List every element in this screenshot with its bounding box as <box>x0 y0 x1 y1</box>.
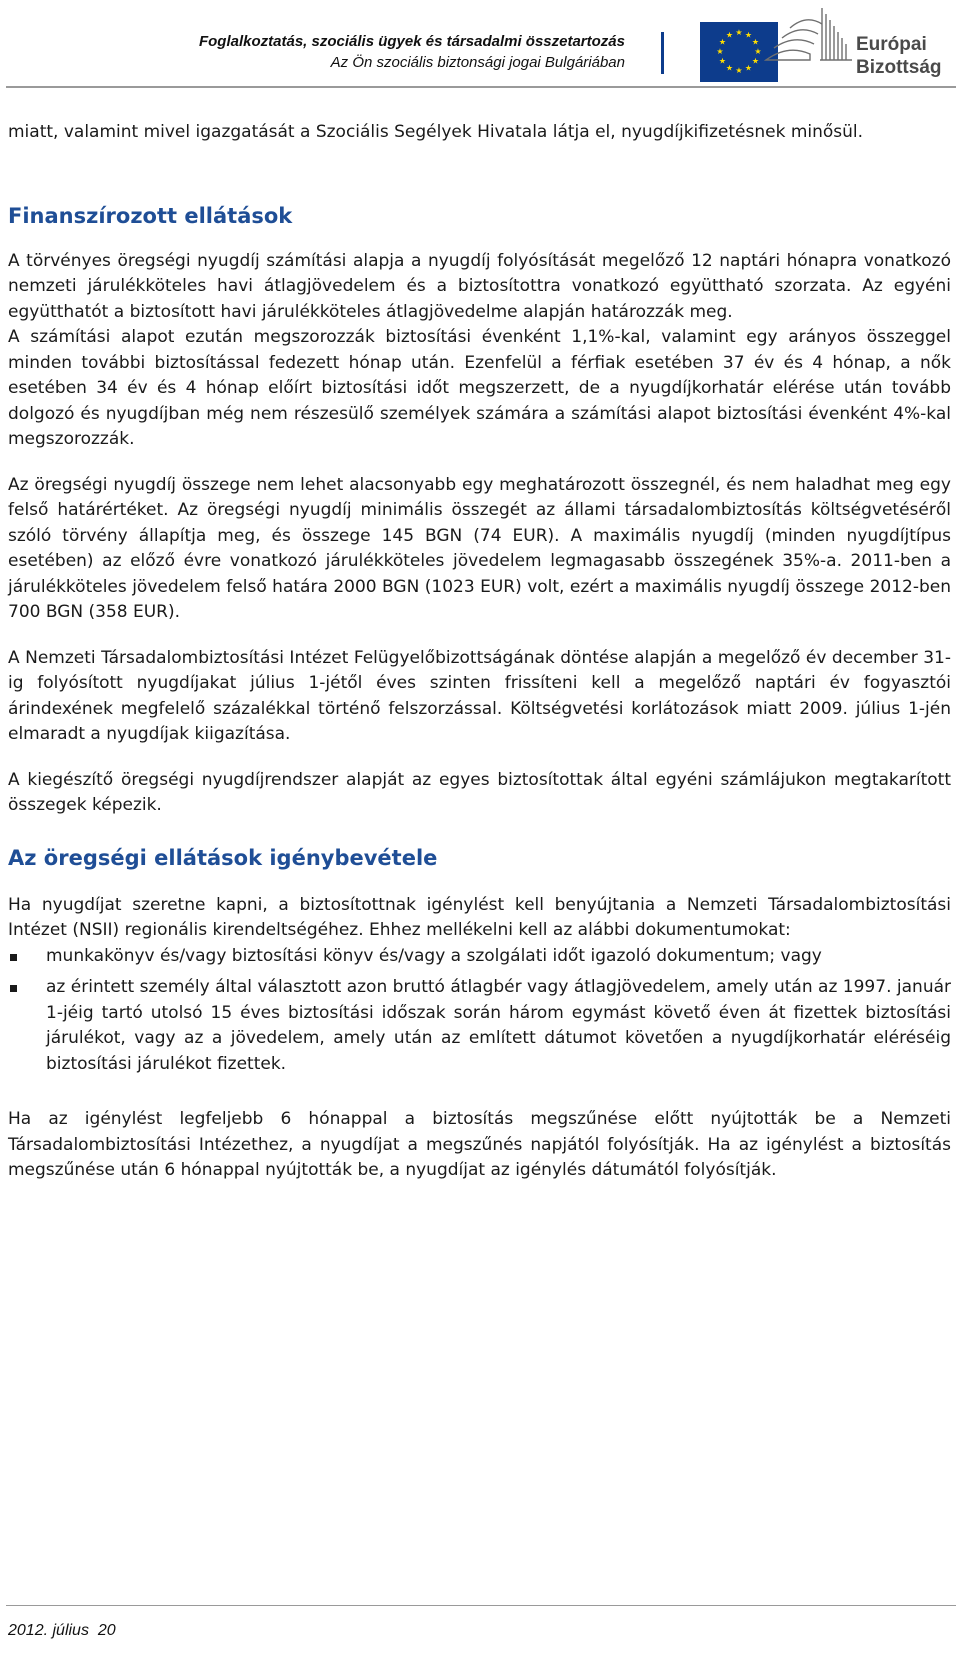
header-rule <box>6 86 956 88</box>
paragraph-min-max-pension: Az öregségi nyugdíj összege nem lehet alacsonyabb egy meghatározott összegnél, és nem haladhat meg egy felső határértéket. Az öregségi nyugdíj minimális összegét az állami társadalombiztosítás költségvetéséről szóló törvény állapítja meg, és összege 145 BGN (74 EUR). A maximális nyugdíj (minden nyugdíjtípus esetében) az előző évre vonatkozó járulékköteles jövedelem legmagasabb összegének 35%-a. 2011-ben a járulékköteles jövedelem felső határa 2000 BGN (1023 EUR) volt, ezért a maximális nyugdíj összege 2012-ben 700 BGN (358 EUR). <box>8 474 951 622</box>
document-body <box>8 120 951 1184</box>
bullet-square-icon <box>10 985 17 992</box>
commission-building-logo-icon <box>760 4 856 62</box>
paragraph-supplementary-scheme: A kiegészítő öregségi nyugdíjrendszer alapját az egyes biztosítottak által egyéni számlájukon megtakarított összegek képezik. <box>8 769 951 815</box>
paragraph-payment-start: Ha az igénylést legfeljebb 6 hónappal a biztosítás megszűnése előtt nyújtották be a Nemzeti Társadalombiztosítási Intézethez, a nyugdíjat a megszűnés napjától folyósítják. Ha az igénylést a biztosítás megszűnése után 6 hónappal nyújtották be, a nyugdíjat az igénylés dátumától folyósítják. <box>8 1109 951 1180</box>
page-number: 20 <box>97 1622 116 1639</box>
paragraph-multiplier: A számítási alapot ezután megszorozzák biztosítási évenként 1,1%-kal, valamint egy arányos összeggel minden további biztosítással fedezett hónap után. Ezenfelül a férfiak esetében 37 év és 4 hónap, a nők esetében 34 év és 4 hónap előírt biztosítási időt megszerzett, de a nyugdíjkorhatár elérése után tovább dolgozó és nyugdíjban még nem részesülő személyek számára a számítási alapot biztosítási évenként 4%-kal megszorozzák. <box>8 327 951 449</box>
svg-text:★: ★ <box>735 66 743 75</box>
page-header <box>0 0 960 90</box>
svg-text:★: ★ <box>735 28 743 37</box>
svg-text:★: ★ <box>751 37 760 47</box>
svg-text:★: ★ <box>718 56 727 66</box>
section-heading-funded-benefits: Finanszírozott ellátások <box>8 203 293 228</box>
list-item <box>8 975 951 1077</box>
paragraph-calculation-basis: A törvényes öregségi nyugdíj számítási alapja a nyugdíj folyósítását megelőző 12 naptári hónapra vonatkozó nemzeti járulékköteles havi átlagjövedelem és a biztosítottra vonatkozó együttható szorzata. Az egyéni együtthatót a biztosított havi járulékköteles átlagjövedelme alapján határozzák meg. <box>8 250 951 322</box>
eu-logo-text-line2: Bizottság <box>856 57 942 78</box>
paragraph-indexation: A Nemzeti Társadalombiztosítási Intézet Felügyelőbizottságának döntése alapján a megelőző év december 31-ig folyósított nyugdíjakat július 1-jétől éves szinten frissíteni kell a megelőző naptári év fogyasztói árindexének megfelelő százalékkal történő felszorzással. Költségvetési korlátozások miatt 2009. július 1-jén elmaradt a nyugdíjak kiigazítása. <box>8 647 951 744</box>
list-item-text: az érintett személy által választott azon bruttó átlagbér vagy átlagjövedelem, amely után az 1997. január 1-jéig tartó utolsó 15 éves biztosítási időszak során három egymást követő éven át fizettek biztosítási járulékot, vagy az a jövedelem, amely után az említett dátumot követően a nyugdíjkorhatár eléréséig biztosítási járulékot fizettek. <box>46 977 951 1074</box>
list-item <box>8 944 951 970</box>
header-divider <box>661 32 664 74</box>
footer-rule <box>6 1605 956 1606</box>
paragraph-application: Ha nyugdíjat szeretne kapni, a biztosítottnak igénylést kell benyújtania a Nemzeti Társadalombiztosítási Intézet (NSII) regionális kirendeltségéhez. Ehhez mellékelni kell az alábbi dokumentumokat: <box>8 894 951 940</box>
section-heading-claiming-benefits: Az öregségi ellátások igénybevétele <box>8 845 438 870</box>
eu-logo-text-line1: Európai <box>856 34 927 55</box>
bullet-square-icon <box>10 954 17 961</box>
header-subtitle: Az Ön szociális biztonsági jogai Bulgáriában <box>330 54 625 71</box>
header-title: Foglalkoztatás, szociális ügyek és társadalmi összetartozás <box>198 33 625 50</box>
svg-text:★: ★ <box>725 63 734 73</box>
footer-date: 2012. július <box>8 1622 89 1639</box>
svg-text:★: ★ <box>718 37 727 47</box>
svg-text:★: ★ <box>754 47 762 56</box>
svg-text:★: ★ <box>725 30 734 40</box>
paragraph-continued: miatt, valamint mivel igazgatását a Szociális Segélyek Hivatala látja el, nyugdíjkifizetésnek minősül. <box>8 122 864 142</box>
svg-text:★: ★ <box>751 56 760 66</box>
svg-text:★: ★ <box>716 47 724 56</box>
list-item-text: munkakönyv és/vagy biztosítási könyv és/vagy a szolgálati időt igazoló dokumentum; vagy <box>46 945 822 966</box>
footer <box>8 1622 116 1640</box>
svg-text:★: ★ <box>744 30 753 40</box>
required-documents-list <box>8 944 951 1078</box>
svg-text:★: ★ <box>744 63 753 73</box>
